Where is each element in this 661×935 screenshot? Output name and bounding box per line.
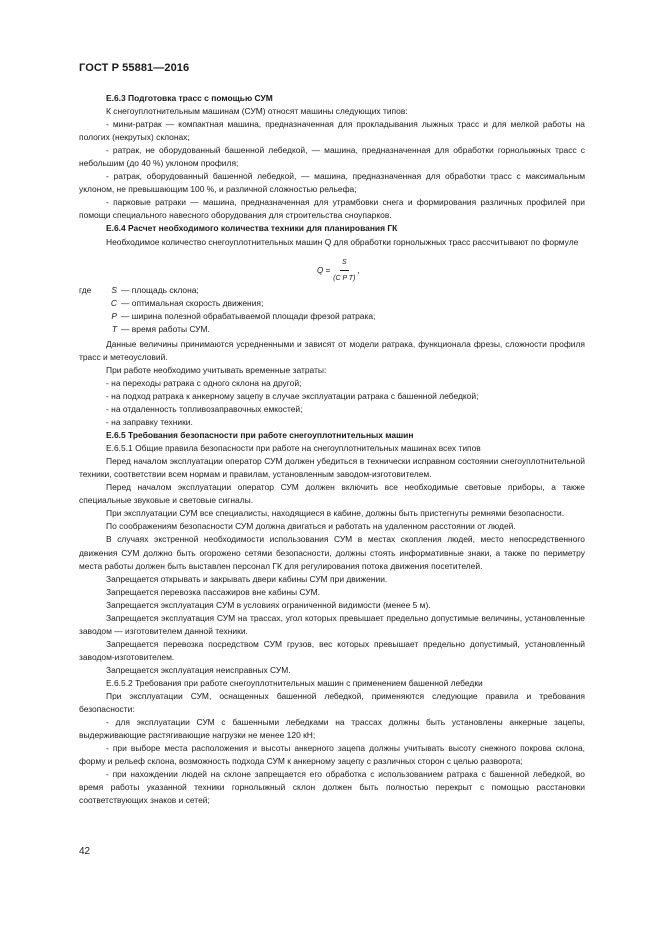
- definition-row: [79, 323, 585, 336]
- section-title-e65: Е.6.5 Требования безопасности при работе снегоуплотнительных машин: [106, 430, 414, 441]
- list-item: - на подход ратрака к анкерному зацепу в случае эксплуатации ратрака с башенной лебедкой;: [106, 390, 479, 401]
- list-item: - мини-ратрак — компактная машина, предназначенная для прокладывания лыжных трасс и для мелкой работы на пологих (некрутых) склонах;: [79, 119, 585, 143]
- list-item: - на переходы ратрака с одного склона на другой;: [106, 377, 302, 388]
- paragraph: Запрещается открывать и закрывать двери кабины СУМ при движении.: [106, 573, 388, 584]
- paragraph: Запрещается эксплуатация СУМ в условиях ограниченной видимости (менее 5 м).: [106, 599, 431, 610]
- standard-header: ГОСТ Р 55881—2016: [79, 62, 190, 74]
- definition-symbol: T: [111, 323, 117, 334]
- paragraph: Перед началом эксплуатации оператор СУМ должен включить все необходимые световые приборы, а также специальные звуковые и световые сигналы.: [79, 482, 585, 506]
- formula: [317, 256, 360, 285]
- section-title-e63: Е.6.3 Подготовка трасс с помощью СУМ: [106, 93, 273, 103]
- paragraph: При работе необходимо учитывать временные затраты:: [106, 364, 327, 375]
- definition-row: [79, 310, 585, 323]
- formula-lhs: Q =: [317, 265, 331, 275]
- paragraph: Запрещается эксплуатация СУМ на трассах, угол которых превышает предельно допустимые величины, установленные заводом — изготовителем данной техники.: [79, 612, 585, 636]
- list-item: - на заправку техники.: [106, 417, 193, 428]
- definition-symbol: C: [110, 297, 117, 308]
- list-item: - при выборе места расположения и высоты анкерного зацепа должны учитывать высоту снежного покрова склона, форму и рельеф склона, возможность подхода СУМ к анкерному зацепу с различных сторон с целью разворота;: [79, 743, 585, 767]
- definitions-prefix: где: [79, 284, 92, 295]
- page-number: 42: [79, 846, 91, 857]
- definition-text: — время работы СУМ.: [121, 323, 210, 334]
- paragraph: Запрещается перевозка пассажиров вне кабины СУМ.: [106, 586, 320, 597]
- paragraph: Перед началом эксплуатации оператор СУМ должен убедиться в технически исправном состоянии снегоуплотнительной техники, соответствии всем нормам и правилам, установленным заводом-изготовителем.: [79, 456, 585, 480]
- definition-text: — ширина полезной обрабатываемой площади фрезой ратрака;: [121, 310, 376, 321]
- document-body: [79, 92, 585, 807]
- paragraph: При эксплуатации СУМ, оснащенных башенной лебедкой, применяются следующие правила и требования безопасности:: [79, 691, 585, 715]
- subsection-title-e652: Е.6.5.2 Требования при работе снегоуплотнительных машин с применением башенной лебедки: [106, 677, 483, 688]
- list-item: - ратрак, не оборудованный башенной лебедкой, — машина, предназначенная для обработки горнолыжных трасс с небольшим (до 40 %) уклоном профиля;: [79, 145, 585, 169]
- list-item: - на отдаленность топливозаправочных емкостей;: [106, 403, 303, 414]
- formula-fraction: [333, 256, 355, 285]
- subsection-title-e651: Е.6.5.1 Общие правила безопасности при работе на снегоуплотнительных машинах всех типов: [106, 443, 481, 454]
- definition-row: [79, 297, 585, 310]
- formula-numerator: S: [340, 256, 349, 271]
- definition-text: — площадь склона;: [121, 284, 199, 295]
- definitions-list: [79, 284, 585, 336]
- list-item: - для эксплуатации СУМ с башенными лебедками на трассах должны быть установлены анкерные зацепы, выдерживающие растягивающие нагрузки не менее 120 кН;: [79, 717, 585, 741]
- paragraph: Запрещается эксплуатация неисправных СУМ.: [106, 664, 291, 675]
- formula-denominator: (C P T): [333, 274, 356, 282]
- section-title-e64: Е.6.4 Расчет необходимого количества техники для планирования ГК: [106, 223, 398, 234]
- list-item: - ратрак, оборудованный башенной лебедкой, — машина, предназначенная для обработки трасс с максимальным уклоном, не превышающим 100 %, и различной сложностью рельефа;: [79, 171, 585, 195]
- paragraph: Запрещается перевозка посредством СУМ грузов, вес которых превышает предельно допустимый, установленный заводом-изготовителем.: [79, 638, 585, 662]
- paragraph: К снегоуплотнительным машинам (СУМ) относят машины следующих типов:: [106, 106, 408, 117]
- definition-row: [79, 284, 585, 297]
- paragraph: Данные величины принимаются усредненными и зависят от модели ратрака, функционала фрезы, сложности профиля трасс и метеоусловий.: [79, 338, 585, 362]
- definition-symbol: P: [111, 310, 117, 321]
- list-item: - при нахождении людей на склоне запрещается его обработка с использованием ратрака с башенной лебедкой, во время работы указанной техники горнолыжный склон должен быть полностью перекрыт с помощью расстановки соответствующих знаков и сетей;: [79, 769, 585, 806]
- formula-comma: ,: [357, 265, 360, 275]
- paragraph: По соображениям безопасности СУМ должна двигаться и работать на удаленном расстоянии от людей.: [106, 521, 516, 532]
- formula-block: [79, 251, 585, 281]
- definition-symbol: S: [111, 284, 117, 295]
- paragraph: В случаях экстренной необходимости использования СУМ в местах скопления людей, место непосредственного движения СУМ должно быть огорожено сетями безопасности, должны стоять информативные знаки, а также по периметру места работы должен быть выставлен персонал ГК для регулирования потока движения посетителей.: [79, 534, 585, 571]
- definition-text: — оптимальная скорость движения;: [121, 297, 264, 308]
- paragraph: При эксплуатации СУМ все специалисты, находящиеся в кабине, должны быть пристегнуты ремнями безопасности.: [106, 508, 565, 519]
- list-item: - парковые ратраки — машина, предназначенная для утрамбовки снега и формирования различных профилей при помощи специального навесного оборудования для строительства сноупарков.: [79, 197, 585, 221]
- paragraph: Необходимое количество снегоуплотнительных машин Q для обработки горнолыжных трасс рассчитывают по формуле: [106, 236, 579, 247]
